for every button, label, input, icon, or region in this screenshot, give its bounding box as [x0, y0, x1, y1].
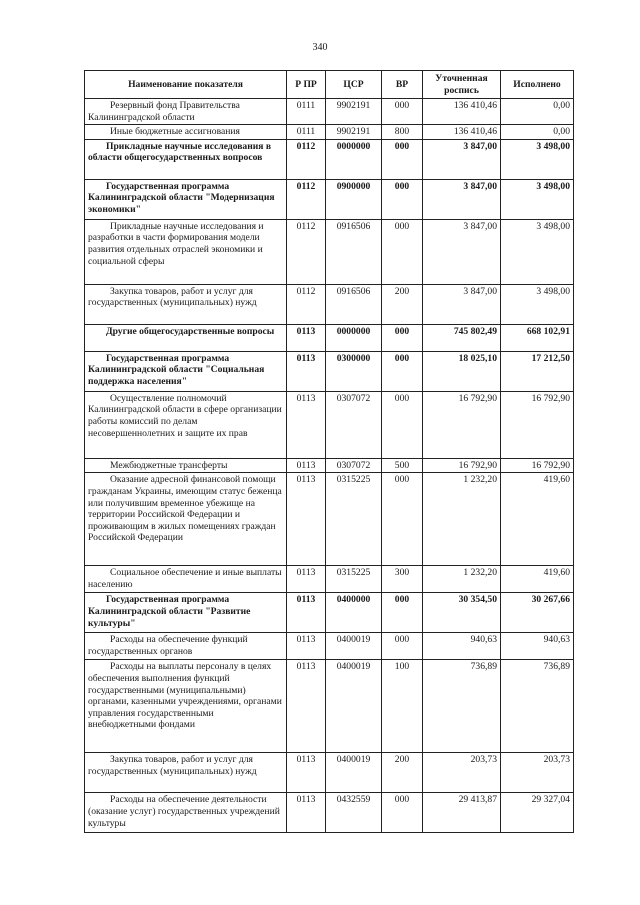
row-name: Расходы на обеспечение функций государственных органов	[85, 633, 287, 660]
table-row	[85, 139, 574, 179]
row-rpr: 0113	[287, 593, 326, 633]
row-plan: 1 232,20	[423, 566, 501, 593]
budget-table	[84, 70, 574, 833]
row-name: Иные бюджетные ассигнования	[85, 125, 287, 140]
row-csr: 0000000	[326, 139, 382, 179]
row-name: Расходы на обеспечение деятельности (оказание услуг) государственных учреждений культуры	[85, 793, 287, 833]
table-row	[85, 793, 574, 833]
row-rpr: 0112	[287, 284, 326, 324]
row-done: 29 327,04	[501, 793, 574, 833]
header-rpr: Р ПР	[287, 71, 326, 99]
row-plan: 30 354,50	[423, 593, 501, 633]
row-vr: 200	[382, 753, 423, 793]
header-vr: ВР	[382, 71, 423, 99]
row-done: 203,73	[501, 753, 574, 793]
row-name: Государственная программа Калининградской области "Социальная поддержка населения"	[85, 351, 287, 391]
table-row	[85, 593, 574, 633]
row-csr: 0400019	[326, 753, 382, 793]
row-plan: 203,73	[423, 753, 501, 793]
row-rpr: 0113	[287, 351, 326, 391]
row-plan: 3 847,00	[423, 284, 501, 324]
row-done: 30 267,66	[501, 593, 574, 633]
table-row	[85, 391, 574, 458]
row-name: Прикладные научные исследования в области общегосударственных вопросов	[85, 139, 287, 179]
header-name: Наименование показателя	[85, 71, 287, 99]
row-vr: 000	[382, 593, 423, 633]
row-csr: 0000000	[326, 324, 382, 351]
table-row	[85, 633, 574, 660]
row-done: 0,00	[501, 125, 574, 140]
table-row	[85, 351, 574, 391]
row-rpr: 0113	[287, 391, 326, 458]
row-rpr: 0111	[287, 125, 326, 140]
row-name: Государственная программа Калининградской области "Развитие культуры"	[85, 593, 287, 633]
table-row	[85, 99, 574, 125]
row-plan: 745 802,49	[423, 324, 501, 351]
row-vr: 000	[382, 391, 423, 458]
table-row	[85, 284, 574, 324]
row-vr: 000	[382, 324, 423, 351]
table-row	[85, 566, 574, 593]
row-name: Межбюджетные трансферты	[85, 458, 287, 473]
row-plan: 3 847,00	[423, 139, 501, 179]
row-vr: 500	[382, 458, 423, 473]
row-rpr: 0112	[287, 219, 326, 284]
row-done: 3 498,00	[501, 179, 574, 219]
row-csr: 0307072	[326, 391, 382, 458]
row-csr: 0916506	[326, 284, 382, 324]
row-csr: 0400000	[326, 593, 382, 633]
row-vr: 100	[382, 660, 423, 753]
row-rpr: 0113	[287, 793, 326, 833]
row-name: Осуществление полномочий Калининградской области в сфере организации работы комиссий по делам несовершеннолетних и защите их прав	[85, 391, 287, 458]
row-name: Прикладные научные исследования и разработки в части формирования модели развития отдельных отраслей экономики и социальной сферы	[85, 219, 287, 284]
row-done: 3 498,00	[501, 219, 574, 284]
row-csr: 0315225	[326, 473, 382, 566]
row-plan: 18 025,10	[423, 351, 501, 391]
row-rpr: 0113	[287, 660, 326, 753]
table-row	[85, 179, 574, 219]
row-vr: 200	[382, 284, 423, 324]
row-done: 16 792,90	[501, 391, 574, 458]
table-row	[85, 125, 574, 140]
row-done: 419,60	[501, 566, 574, 593]
row-name: Другие общегосударственные вопросы	[85, 324, 287, 351]
row-name: Резервный фонд Правительства Калининградской области	[85, 99, 287, 125]
row-done: 736,89	[501, 660, 574, 753]
row-done: 3 498,00	[501, 284, 574, 324]
row-vr: 000	[382, 179, 423, 219]
row-plan: 940,63	[423, 633, 501, 660]
table-row	[85, 219, 574, 284]
row-vr: 000	[382, 351, 423, 391]
row-rpr: 0112	[287, 179, 326, 219]
row-csr: 0400019	[326, 660, 382, 753]
row-plan: 3 847,00	[423, 219, 501, 284]
row-csr: 9902191	[326, 125, 382, 140]
row-rpr: 0111	[287, 99, 326, 125]
row-plan: 736,89	[423, 660, 501, 753]
row-name: Государственная программа Калининградской области "Модернизация экономики"	[85, 179, 287, 219]
header-csr: ЦСР	[326, 71, 382, 99]
table-header-row	[85, 71, 574, 99]
row-rpr: 0113	[287, 753, 326, 793]
row-name: Закупка товаров, работ и услуг для государственных (муниципальных) нужд	[85, 284, 287, 324]
table-row	[85, 458, 574, 473]
row-vr: 000	[382, 793, 423, 833]
table-row	[85, 324, 574, 351]
row-csr: 0307072	[326, 458, 382, 473]
row-done: 940,63	[501, 633, 574, 660]
row-vr: 800	[382, 125, 423, 140]
row-plan: 3 847,00	[423, 179, 501, 219]
header-plan: Уточненная роспись	[423, 71, 501, 99]
row-vr: 000	[382, 473, 423, 566]
row-rpr: 0113	[287, 633, 326, 660]
row-plan: 136 410,46	[423, 99, 501, 125]
table-row	[85, 660, 574, 753]
row-name: Оказание адресной финансовой помощи гражданам Украины, имеющим статус беженца или получившим временное убежище на территории Российской Федерации и проживающим в жилых помещениях граждан Российской Федерации	[85, 473, 287, 566]
row-vr: 000	[382, 219, 423, 284]
row-plan: 136 410,46	[423, 125, 501, 140]
row-done: 16 792,90	[501, 458, 574, 473]
row-rpr: 0113	[287, 473, 326, 566]
row-csr: 0400019	[326, 633, 382, 660]
table-row	[85, 473, 574, 566]
row-done: 668 102,91	[501, 324, 574, 351]
row-rpr: 0113	[287, 566, 326, 593]
row-csr: 0315225	[326, 566, 382, 593]
row-vr: 000	[382, 633, 423, 660]
header-done: Исполнено	[501, 71, 574, 99]
row-plan: 1 232,20	[423, 473, 501, 566]
row-plan: 16 792,90	[423, 458, 501, 473]
row-rpr: 0112	[287, 139, 326, 179]
row-rpr: 0113	[287, 458, 326, 473]
row-name: Социальное обеспечение и иные выплаты населению	[85, 566, 287, 593]
row-name: Закупка товаров, работ и услуг для государственных (муниципальных) нужд	[85, 753, 287, 793]
row-done: 419,60	[501, 473, 574, 566]
row-plan: 29 413,87	[423, 793, 501, 833]
row-csr: 9902191	[326, 99, 382, 125]
row-done: 0,00	[501, 99, 574, 125]
row-csr: 0900000	[326, 179, 382, 219]
row-vr: 000	[382, 99, 423, 125]
page-number: 340	[312, 42, 328, 53]
row-csr: 0432559	[326, 793, 382, 833]
row-name: Расходы на выплаты персоналу в целях обеспечения выполнения функций государственными (муниципальными) органами, казенными учреждениями, органами управления государственными внебюджетными фондами	[85, 660, 287, 753]
row-vr: 000	[382, 139, 423, 179]
row-rpr: 0113	[287, 324, 326, 351]
row-csr: 0300000	[326, 351, 382, 391]
row-done: 3 498,00	[501, 139, 574, 179]
table-row	[85, 753, 574, 793]
row-done: 17 212,50	[501, 351, 574, 391]
row-vr: 300	[382, 566, 423, 593]
row-plan: 16 792,90	[423, 391, 501, 458]
row-csr: 0916506	[326, 219, 382, 284]
